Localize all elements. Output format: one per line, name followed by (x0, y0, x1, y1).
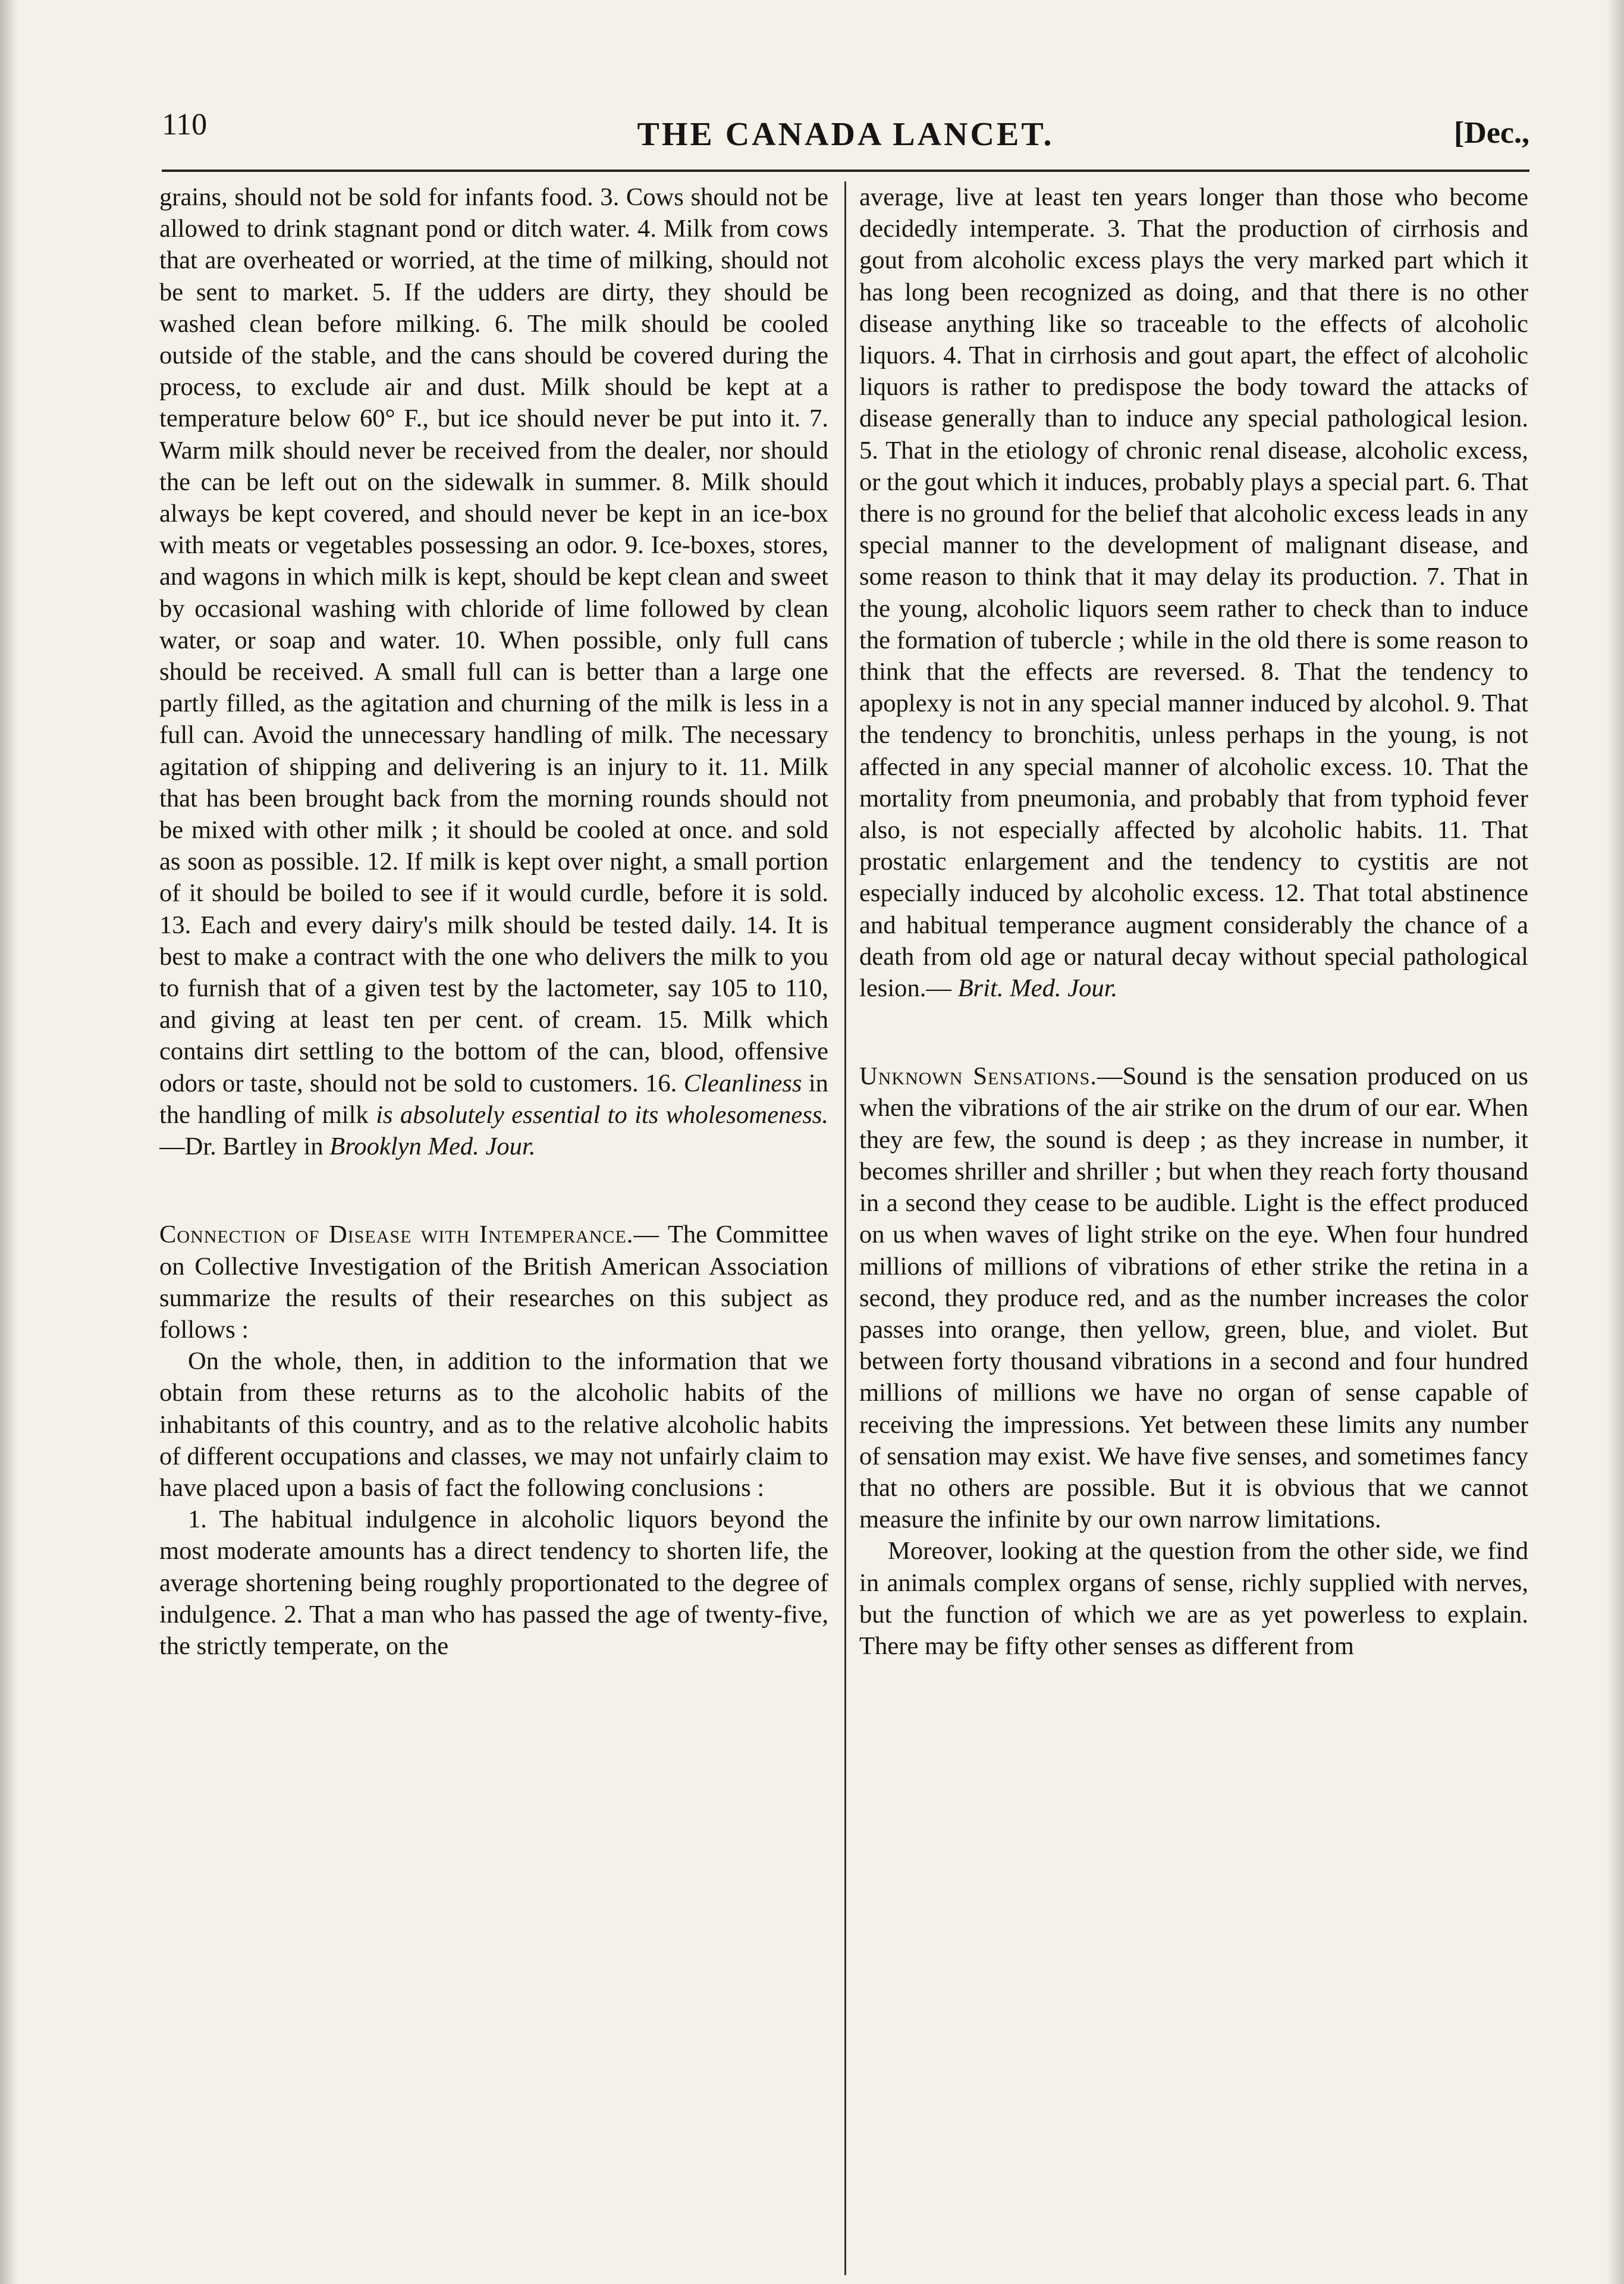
section-gap (859, 1004, 1528, 1061)
header-rule (162, 170, 1529, 172)
disease-credit: Brit. Med. Jour. (957, 974, 1118, 1003)
sensations-text-1: —Sound is the sensation produced on us when the vibrations of the air strike on the drum of our ear. When they are few, the sound is deep ; as they increase in number, it becomes shriller and shriller ; but when they reach forty thousand in a second they cease to be audible. Light is the effect produced on us when waves of light strike on the eye. When four hundred millions of millions of vibrations of ether strike the retina in a second, they produce red, and as the number increases the color passes into orange, then yellow, green, blue, and violet. But between forty thousand vibrations in a second and four hundred millions of millions we have no organ of sense capable of receiving the impressions. Yet between these limits any number of sensation may exist. We have five senses, and sometimes fancy that no others are possible. But it is obvious that we cannot measure the infinite by our own narrow limitations. (859, 1062, 1528, 1534)
milk-rules-mid: in the handling of milk (159, 1069, 828, 1129)
right-column (859, 181, 1528, 2275)
disease-heading: Connection of Disease with Intemperance.— (159, 1221, 660, 1249)
left-column (159, 181, 828, 2275)
milk-rules-italic-b: is absolutely essential to its wholesomeness. (376, 1100, 828, 1129)
page-number: 110 (162, 108, 208, 142)
column-divider (844, 181, 846, 2275)
disease-intro: The Committee on Collective Investigation of the British American Association summarize the results of their researches on this subject as follows : (159, 1221, 828, 1344)
milk-rules-credit-journal: Brooklyn Med. Jour. (329, 1132, 536, 1161)
disease-conclusions-text: average, live at least ten years longer than those who become decidedly intemperate. 3. That the production of cirrhosis and gout from alcoholic excess plays the very marked part which it has long been recognized as doing, and that there is no other disease anything like so traceable to the effects of alcoholic liquors. 4. That in cirrhosis and gout apart, the effect of alcoholic liquors is rather to predispose the body toward the attacks of disease generally than to induce any special pathological lesion. 5. That in the etiology of chronic renal disease, alcoholic excess, or the gout which it induces, probably plays a special part. 6. That there is no ground for the belief that alcoholic excess leads in any special manner to the development of malignant disease, and some reason to think that it may delay its production. 7. That in the young, alcoholic liquors seem rather to check than to induce the formation of tubercle ; while in the old there is some reason to think that the effects are reversed. 8. That the tendency to apoplexy is not in any special manner induced by alcohol. 9. That the tendency to bronchitis, unless perhaps in the young, is not affected in any special manner of alcoholic excess. 10. That the mortality from pneumonia, and probably that from typhoid fever also, is not especially affected by alcoholic habits. 11. That prostatic enlargement and the tendency to cystitis are not especially induced by alcoholic excess. 12. That total abstinence and habitual temperance augment considerably the chance of a death from old age or natural decay without special pathological lesion.— (859, 183, 1528, 1003)
page-header (162, 107, 1529, 172)
scan-edge-right (1606, 0, 1624, 2284)
disease-conclusions-continued (859, 181, 1528, 1004)
scan-edge-left (0, 0, 18, 2284)
sensations-heading: Unknown Sensations. (859, 1062, 1098, 1091)
section-gap (159, 1162, 828, 1219)
issue-month: [Dec., (1453, 116, 1529, 150)
journal-title: THE CANADA LANCET. (637, 116, 1054, 153)
milk-rules-italic-a: Cleanliness (683, 1069, 802, 1097)
disease-conclusions-start: 1. The habitual indulgence in alcoholic liquors beyond the most moderate amounts has a direct tendency to shorten life, the average shortening being roughly proportionated to the degree of indulgence. 2. That a man who has passed the age of twenty-five, the strictly temperate, on the (159, 1505, 828, 1660)
milk-rules-paragraph (159, 181, 828, 1162)
disease-paragraph: On the whole, then, in addition to the information that we obtain from these returns as to the alcoholic habits of the inhabitants of this country, and as to the relative alcoholic habits of different occupations and classes, we may not unfairly claim to have placed upon a basis of fact the following conclusions : (159, 1347, 828, 1502)
milk-rules-credit: —Dr. Bartley in (159, 1132, 323, 1161)
milk-rules-text: grains, should not be sold for infants food. 3. Cows should not be allowed to drink stagnant pond or ditch water. 4. Milk from cows that are overheated or worried, at the time of milking, should not be sent to market. 5. If the udders are dirty, they should be washed clean before milking. 6. The milk should be cooled outside of the stable, and the cans should be covered during the process, to exclude air and dust. Milk should be kept at a temperature below 60° F., but ice should never be put into it. 7. Warm milk should never be received from the dealer, nor should the can be left out on the sidewalk in summer. 8. Milk should always be kept covered, and should never be kept in an ice-box with meats or vegetables possessing an odor. 9. Ice-boxes, stores, and wagons in which milk is kept, should be kept clean and sweet by occasional washing with chloride of lime followed by clean water, or soap and water. 10. When possible, only full cans should be received. A small full can is better than a large one partly filled, as the agitation and churning of the milk is less in a full can. Avoid the unnecessary handling of milk. The necessary agitation of shipping and delivering is an injury to it. 11. Milk that has been brought back from the morning rounds should not be mixed with other milk ; it should be cooled at once. and sold as soon as possible. 12. If milk is kept over night, a small portion of it should be boiled to see if it would curdle, before it is sold. 13. Each and every dairy's milk should be tested daily. 14. It is best to make a contract with the one who delivers the milk to you to furnish that of a given test by the lactometer, say 105 to 110, and giving at least ten per cent. of cream. 15. Milk which contains dirt settling to the bottom of the can, blood, offensive odors or taste, should not be sold to customers. 16. (159, 183, 828, 1097)
sensations-paragraph-2: Moreover, looking at the question from the other side, we find in animals complex organs of sense, richly supplied with nerves, but the function of which we are as yet powerless to explain. There may be fifty other senses as different from (859, 1537, 1528, 1660)
